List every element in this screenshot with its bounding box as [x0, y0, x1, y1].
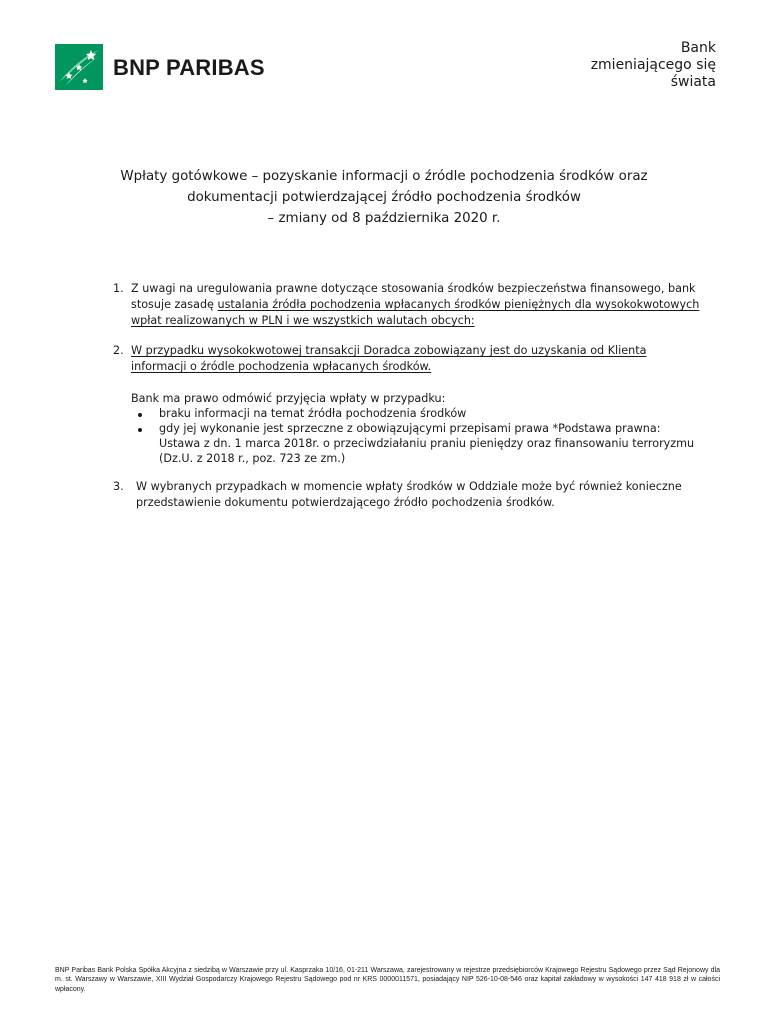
- item-1-number: 1.: [113, 282, 124, 295]
- bullet-1-text: braku informacji na temat źródła pochodzenia środków: [159, 407, 467, 420]
- item-3-line-2: przedstawienie dokumentu potwierdzającego źródło pochodzenia środków.: [136, 496, 555, 509]
- item-2-line-1: W przypadku wysokokwotowej transakcji Doradca zobowiązany jest do uzyskania od Klienta: [131, 344, 647, 357]
- item-2-number: 2.: [113, 344, 124, 357]
- item-1-line-2: [131, 297, 699, 313]
- item-3-line-1: W wybranych przypadkach w momencie wpłaty środków w Oddziale może być również konieczne: [136, 480, 682, 493]
- title-line-3: – zmiany od 8 października 2020 r.: [267, 211, 501, 226]
- item-1-line-1: Z uwagi na uregulowania prawne dotyczące stosowania środków bezpieczeństwa finansowego, bank: [131, 282, 696, 295]
- tagline-line-3: świata: [670, 74, 716, 90]
- bullet-2-line-2: Ustawa z dn. 1 marca 2018r. o przeciwdziałaniu praniu pieniędzy oraz finansowaniu terroryzmu: [159, 437, 695, 450]
- item-1-line-2-plain: stosuje zasadę: [131, 298, 218, 311]
- tagline-line-1: Bank: [680, 40, 716, 56]
- bank-tagline: [591, 40, 716, 91]
- bnp-paribas-logo-icon: [55, 44, 103, 90]
- document-title: [60, 166, 708, 229]
- bullet-dot-1: [138, 413, 142, 417]
- bnp-paribas-logo-mark: [55, 44, 103, 90]
- item-3-number: 3.: [113, 480, 124, 493]
- legal-footer: BNP Paribas Bank Polska Spółka Akcyjna z siedzibą w Warszawie przy ul. Kasprzaka 10/16, 01-211 Warszawa, zarejestrowany w rejestrze przedsiębiorców Krajowego Rejestru Sądowego przez Sąd Rejonowy dla m. st. Warszawy w Warszawie, XIII Wydział Gospodarczy Krajowego Rejestru Sądowego pod nr KRS 0000011571, posiadający NIP 526-10-08-546 oraz kapitał zakładowy w wysokości 147 418 918 zł w całości wpłacony.: [55, 967, 720, 993]
- bullet-2-line-3: (Dz.U. z 2018 r., poz. 723 ze zm.): [159, 452, 346, 465]
- item-1-line-2-underlined: ustalania źródła pochodzenia wpłacanych środków pieniężnych dla wysokokwotowych: [217, 298, 700, 311]
- tagline-line-2: zmieniającego się: [590, 57, 716, 73]
- title-line-2: dokumentacji potwierdzającej źródło pochodzenia środków: [187, 190, 581, 205]
- title-line-1: Wpłaty gotówkowe – pozyskanie informacji o źródle pochodzenia środków oraz: [120, 169, 648, 184]
- item-1-line-3: wpłat realizowanych w PLN i we wszystkich walutach obcych:: [131, 314, 475, 327]
- bullet-2-line-1: gdy jej wykonanie jest sprzeczne z obowiązującymi przepisami prawa *Podstawa prawna:: [159, 422, 661, 435]
- bullet-dot-2: [138, 428, 142, 432]
- refusal-intro: Bank ma prawo odmówić przyjęcia wpłaty w przypadku:: [131, 392, 446, 405]
- item-2-line-2: informacji o źródle pochodzenia wpłacanych środków.: [131, 360, 432, 373]
- brand-name: BNP PARIBAS: [113, 55, 265, 80]
